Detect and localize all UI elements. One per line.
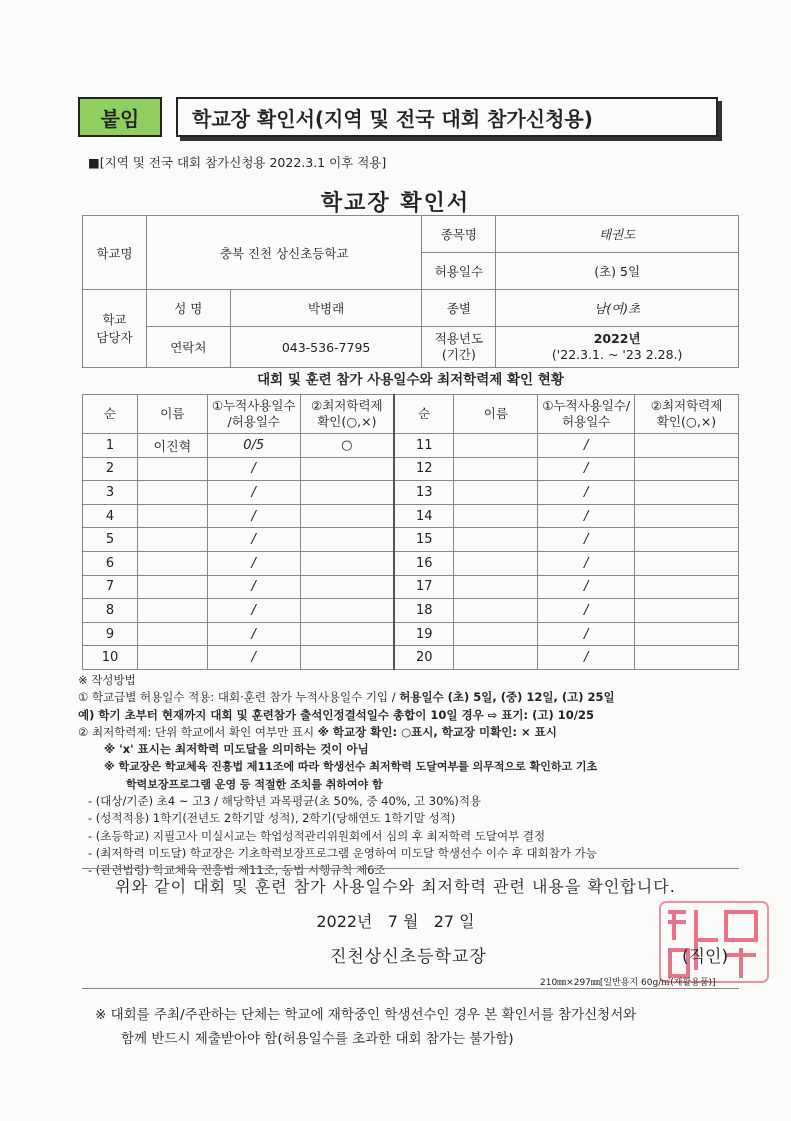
name-value: 박병래 — [230, 290, 422, 327]
row-check-right — [635, 528, 739, 552]
row-check-right — [635, 646, 739, 670]
row-no-right: 19 — [394, 622, 454, 646]
manager-label: 학교 담당자 — [83, 290, 147, 368]
row-days-right: / — [538, 434, 635, 458]
list-title: 대회 및 훈련 참가 사용일수와 최저학력제 확인 현황 — [257, 372, 564, 388]
row-days-right: / — [538, 599, 635, 623]
row-no-right: 15 — [394, 528, 454, 552]
row-name-right — [454, 434, 538, 458]
row-days: / — [207, 599, 300, 623]
header-check-right: ②최저학력제 확인(○,×) — [635, 395, 739, 434]
instr-line: 예) 학기 초부터 현재까지 대회 및 훈련참가 출석인정결석일수 총합이 10일 경우 ⇨ 표기: (고) 10/25 — [78, 707, 594, 722]
principal-name: 진천상신초등학교장 — [330, 947, 487, 967]
row-name-right — [454, 622, 538, 646]
row-name-right — [454, 646, 538, 670]
title-box: 학교장 확인서(지역 및 전국 대회 참가신청용) — [176, 97, 718, 137]
row-no: 6 — [83, 551, 138, 575]
table-row — [83, 646, 739, 670]
year-cell — [496, 327, 739, 368]
row-days: / — [207, 622, 300, 646]
header-days-right: ①누적사용일수/ 허용일수 — [538, 395, 635, 434]
row-name — [137, 528, 207, 552]
row-check — [300, 646, 394, 670]
row-days: / — [207, 481, 300, 505]
row-no: 7 — [83, 575, 138, 599]
instr-heading: ※ 작성방법 — [78, 673, 136, 687]
row-name-right — [454, 575, 538, 599]
row-check — [300, 551, 394, 575]
row-check — [300, 622, 394, 646]
row-days: / — [207, 528, 300, 552]
school-value: 충북 진천 상신초등학교 — [146, 216, 422, 290]
event-value: 태권도 — [496, 216, 739, 253]
row-days: / — [207, 575, 300, 599]
row-no: 1 — [83, 434, 138, 458]
confirmation-text: 위와 같이 대회 및 훈련 참가 사용일수와 최저학력 관련 내용을 확인합니다. — [115, 877, 676, 896]
row-days-right: / — [538, 481, 635, 505]
row-no-right: 12 — [394, 457, 454, 481]
row-name — [137, 599, 207, 623]
row-no: 3 — [83, 481, 138, 505]
row-days: 0/5 — [207, 434, 300, 458]
attachment-badge: 붙임 — [78, 97, 162, 137]
allowed-value: (초) 5일 — [496, 253, 739, 290]
row-days-right: / — [538, 646, 635, 670]
info-table — [82, 215, 739, 368]
name-label: 성 명 — [146, 290, 230, 327]
applicability-note: ■[지역 및 전국 대회 참가신청용 2022.3.1 이후 적용] — [88, 155, 387, 170]
row-no: 5 — [83, 528, 138, 552]
row-no-right: 20 — [394, 646, 454, 670]
row-check — [300, 575, 394, 599]
instr-line: 학력보장프로그램 운영 등 적절한 조치를 취하여야 함 — [126, 777, 383, 791]
row-days-right: / — [538, 622, 635, 646]
row-name-right — [454, 528, 538, 552]
row-check — [300, 481, 394, 505]
row-check-right — [635, 504, 739, 528]
row-no: 9 — [83, 622, 138, 646]
instr-line: - (성적적용) 1학기(전년도 2학기말 성적), 2학기(당해연도 1학기말 성적) — [88, 811, 456, 826]
row-name-right — [454, 504, 538, 528]
row-check-right — [635, 599, 739, 623]
page-title: 학교장 확인서 — [320, 191, 471, 216]
gender-label: 종별 — [422, 290, 496, 327]
instr-line: ② 최저학력제: 단위 학교에서 확인 여부만 표시 ※ 학교장 확인: ○표시, 학교장 미확인: × 표시 — [78, 724, 557, 739]
year-value: 2022년 — [593, 331, 641, 346]
table-row — [83, 551, 739, 575]
header-name-right: 이름 — [454, 395, 538, 434]
row-check-right — [635, 622, 739, 646]
row-check-right — [635, 457, 739, 481]
instr-line: - (최저학력 미도달) 학교장은 기초학력보장프로그램 운영하여 미도달 학생선수 이수 후 대회참가 가능 — [88, 845, 597, 860]
table-row — [83, 528, 739, 552]
row-days: / — [207, 646, 300, 670]
row-no: 8 — [83, 599, 138, 623]
divider — [82, 988, 739, 989]
row-days-right: / — [538, 504, 635, 528]
row-name-right — [454, 457, 538, 481]
row-no: 4 — [83, 504, 138, 528]
seal-mark: (직인) — [682, 947, 729, 967]
row-name-right — [454, 551, 538, 575]
row-name — [137, 551, 207, 575]
paper-spec: 210㎜×297㎜[일반용지 60g/㎡(재활용품)] — [540, 978, 716, 988]
instr-line: ① 학교급별 허용일수 적용: 대회·훈련 참가 누적사용일수 기입 / 허용일수 (초) 5일, (중) 12일, (고) 25일 — [78, 690, 615, 705]
row-check-right — [635, 575, 739, 599]
row-name-right — [454, 481, 538, 505]
row-name-right — [454, 599, 538, 623]
divider — [82, 868, 739, 869]
instructions — [78, 672, 758, 880]
submission-note-line: 함께 반드시 제출받아야 함(허용일수를 초과한 대회 참가는 불가함) — [121, 1031, 514, 1047]
contact-value: 043-536-7795 — [230, 327, 422, 368]
table-row — [83, 457, 739, 481]
table-row — [83, 575, 739, 599]
header-no: 순 — [83, 395, 138, 434]
row-days: / — [207, 457, 300, 481]
instr-line: - (대상/기준) 초4 ~ 고3 / 해당학년 과목평균(초 50%, 중 40%, 고 30%)적용 — [88, 794, 482, 809]
gender-value: 남(여)초 — [496, 290, 739, 327]
confirmation-date: 2022년 7 월 27 일 — [316, 912, 475, 931]
event-label: 종목명 — [422, 216, 496, 253]
row-no-right: 18 — [394, 599, 454, 623]
table-row — [83, 434, 739, 458]
row-no: 10 — [83, 646, 138, 670]
row-name — [137, 575, 207, 599]
row-check — [300, 599, 394, 623]
table-row — [83, 622, 739, 646]
row-no-right: 11 — [394, 434, 454, 458]
row-name — [137, 457, 207, 481]
period-value: ('22.3.1. ~ '23 2.28.) — [551, 347, 683, 362]
submission-note — [95, 1003, 735, 1051]
submission-note-line: ※ 대회를 주최/주관하는 단체는 학교에 재학중인 학생선수인 경우 본 확인서를 참가신청서와 — [95, 1007, 637, 1023]
header-days: ①누적사용일수 /허용일수 — [207, 395, 300, 434]
row-days: / — [207, 504, 300, 528]
table-row — [83, 481, 739, 505]
row-check-right — [635, 551, 739, 575]
header-name: 이름 — [137, 395, 207, 434]
table-row — [83, 599, 739, 623]
instr-line: ※ 'x' 표시는 최저학력 미도달을 의미하는 것이 아님 — [104, 742, 369, 757]
contact-label: 연락처 — [146, 327, 230, 368]
row-check-right — [635, 481, 739, 505]
row-name — [137, 504, 207, 528]
row-days: / — [207, 551, 300, 575]
row-days-right: / — [538, 551, 635, 575]
row-check-right — [635, 434, 739, 458]
row-name — [137, 481, 207, 505]
allowed-label: 허용일수 — [422, 253, 496, 290]
row-days-right: / — [538, 575, 635, 599]
row-name — [137, 622, 207, 646]
row-no-right: 17 — [394, 575, 454, 599]
table-row — [83, 504, 739, 528]
participation-table — [82, 394, 739, 670]
row-no-right: 14 — [394, 504, 454, 528]
instr-line: ※ 학교장은 학교체육 진흥법 제11조에 따라 학생선수 최저학력 도달여부를 의무적으로 확인하고 기초 — [104, 760, 598, 774]
row-days-right: / — [538, 528, 635, 552]
row-name — [137, 646, 207, 670]
year-label: 적용년도 (기간) — [422, 327, 496, 368]
row-check — [300, 504, 394, 528]
header-check: ②최저학력제 확인(○,×) — [300, 395, 394, 434]
row-no-right: 13 — [394, 481, 454, 505]
row-name: 이진혁 — [137, 434, 207, 458]
row-no: 2 — [83, 457, 138, 481]
instr-line: - (관련법령) 학교체육 진흥법 제11조, 동법 시행규칙 제6조 — [88, 863, 386, 878]
row-no-right: 16 — [394, 551, 454, 575]
header-no-right: 순 — [394, 395, 454, 434]
row-days-right: / — [538, 457, 635, 481]
row-check: ○ — [300, 434, 394, 458]
row-check — [300, 457, 394, 481]
row-check — [300, 528, 394, 552]
instr-line: - (초등학교) 지필고사 미실시교는 학업성적관리위원회에서 심의 후 최저학력 도달여부 결정 — [88, 828, 546, 843]
school-label: 학교명 — [83, 216, 147, 290]
